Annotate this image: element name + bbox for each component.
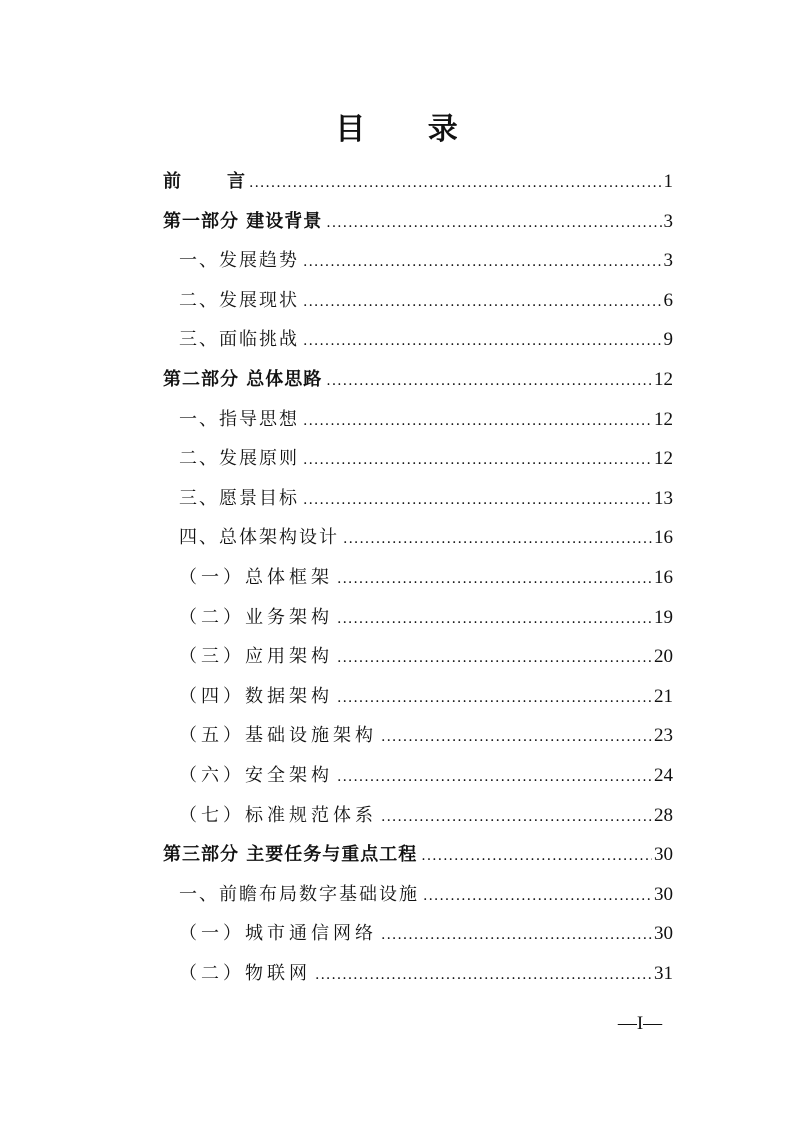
toc-entry-page: 23: [654, 725, 673, 747]
dot-leader: [303, 283, 662, 323]
toc-entry-label: （三）应用架构: [179, 646, 333, 668]
toc-entry-label: 一、发展趋势: [179, 250, 299, 272]
dot-leader: [303, 243, 662, 283]
toc-entry-preface[interactable]: [163, 162, 673, 202]
dot-leader: [315, 956, 652, 996]
toc-entry-page: 13: [654, 487, 673, 509]
toc-entry[interactable]: [163, 320, 673, 360]
toc-entry[interactable]: [163, 439, 673, 479]
toc-entry-label: 第三部分 主要任务与重点工程: [163, 844, 418, 866]
toc-entry-part-2[interactable]: [163, 360, 673, 400]
toc-entry[interactable]: [163, 796, 673, 836]
toc-entry-label: （二）物联网: [179, 962, 311, 984]
toc-entry-page: 24: [654, 764, 673, 786]
toc-entry[interactable]: [163, 716, 673, 756]
toc-entry-page: 3: [663, 210, 673, 232]
toc-entry[interactable]: [163, 400, 673, 440]
toc-entry[interactable]: [163, 875, 673, 915]
dot-leader: [381, 916, 652, 956]
toc-entry-part-1[interactable]: [163, 202, 673, 242]
toc-entry-label: 一、前瞻布局数字基础设施: [179, 883, 419, 905]
toc-entry-page: 12: [654, 448, 673, 470]
toc-entry-page: 19: [654, 606, 673, 628]
dot-leader: [337, 679, 652, 719]
toc-entry[interactable]: [163, 479, 673, 519]
dot-leader: [326, 204, 661, 244]
toc-entry-label: （二）业务架构: [179, 606, 333, 628]
toc-entry-label: 二、发展原则: [179, 448, 299, 470]
dot-leader: [326, 362, 652, 402]
dot-leader: [303, 481, 652, 521]
dot-leader: [337, 758, 652, 798]
toc-entry-page: 31: [654, 962, 673, 984]
dot-leader: [249, 164, 662, 204]
toc-entry[interactable]: [163, 677, 673, 717]
toc-entry[interactable]: [163, 518, 673, 558]
toc-entry-page: 30: [654, 844, 673, 866]
toc-entry-part-3[interactable]: [163, 835, 673, 875]
toc-entry-label: （四）数据架构: [179, 685, 333, 707]
toc-entry-label: 二、发展现状: [179, 289, 299, 311]
page-number: —I—: [617, 1013, 663, 1034]
dot-leader: [421, 837, 652, 877]
dot-leader: [337, 560, 652, 600]
toc-entry[interactable]: [163, 558, 673, 598]
toc-entry-page: 21: [654, 685, 673, 707]
toc-entry-label: 第一部分 建设背景: [163, 210, 323, 232]
toc-entry[interactable]: [163, 914, 673, 954]
dot-leader: [337, 600, 652, 640]
toc-entry-page: 12: [654, 368, 673, 390]
toc-entry-label: （七）标准规范体系: [179, 804, 377, 826]
dot-leader: [337, 639, 652, 679]
toc-entry-page: 30: [654, 883, 673, 905]
toc-entry-page: 12: [654, 408, 673, 430]
toc-entry-label: 四、总体架构设计: [179, 527, 339, 549]
toc-entry[interactable]: [163, 954, 673, 994]
toc-entry[interactable]: [163, 637, 673, 677]
dot-leader: [303, 402, 652, 442]
toc-entry-page: 28: [654, 804, 673, 826]
toc-entry-label: 一、指导思想: [179, 408, 299, 430]
toc-entry-label: （一）城市通信网络: [179, 923, 377, 945]
toc-entry-label: （五）基础设施架构: [179, 725, 377, 747]
toc-title: 目 录: [335, 112, 484, 147]
toc-entry[interactable]: [163, 281, 673, 321]
toc-entry-page: 16: [654, 527, 673, 549]
toc-entry-label: 前 言: [163, 171, 245, 192]
dot-leader: [381, 718, 652, 758]
toc-entry-label: 三、愿景目标: [179, 487, 299, 509]
toc-entry[interactable]: [163, 241, 673, 281]
dot-leader: [303, 441, 652, 481]
toc-entry[interactable]: [163, 756, 673, 796]
toc-entry-label: （六）安全架构: [179, 764, 333, 786]
dot-leader: [381, 798, 652, 838]
toc-entry-label: 第二部分 总体思路: [163, 368, 323, 390]
table-of-contents: [163, 162, 673, 993]
dot-leader: [303, 322, 662, 362]
toc-entry-label: （一）总体框架: [179, 566, 333, 588]
toc-entry-page: 20: [654, 646, 673, 668]
dot-leader: [343, 520, 652, 560]
toc-entry-page: 3: [663, 250, 673, 272]
toc-entry-page: 16: [654, 566, 673, 588]
toc-entry-label: 三、面临挑战: [179, 329, 299, 351]
toc-entry-page: 9: [663, 329, 673, 351]
toc-entry-page: 1: [663, 171, 673, 192]
toc-entry[interactable]: [163, 598, 673, 638]
dot-leader: [423, 877, 652, 917]
toc-entry-page: 6: [663, 289, 673, 311]
toc-entry-page: 30: [654, 923, 673, 945]
